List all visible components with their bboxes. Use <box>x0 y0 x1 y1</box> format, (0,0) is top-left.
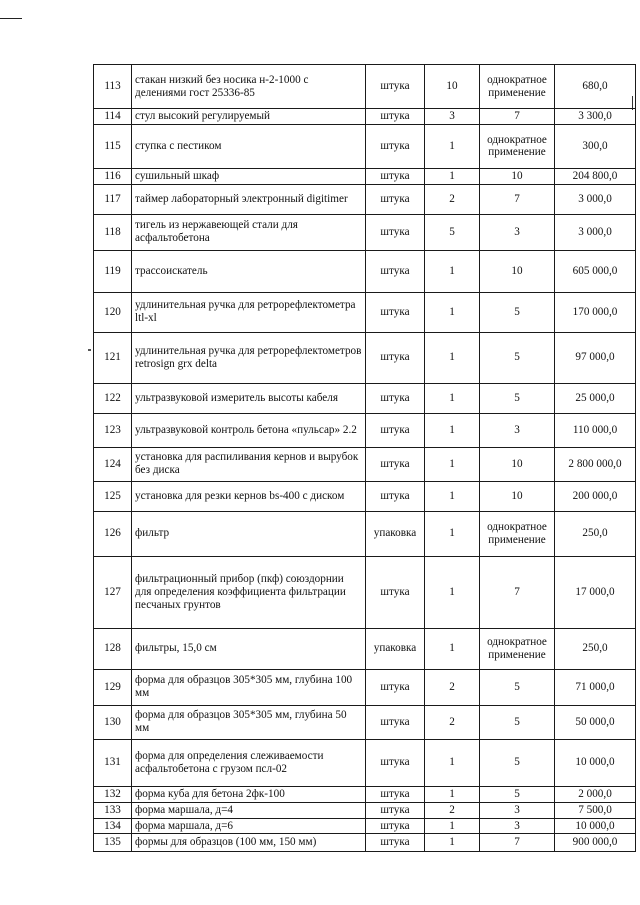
table-row <box>94 124 636 168</box>
cell-qty: 1 <box>425 786 480 802</box>
table-row <box>94 65 636 109</box>
cell-name: трассоискатель <box>132 250 366 292</box>
cell-n: 129 <box>94 669 132 705</box>
table-row <box>94 556 636 628</box>
cell-qty: 1 <box>425 739 480 786</box>
cell-name: форма маршала, д=6 <box>132 818 366 834</box>
cell-term: 3 <box>480 818 555 834</box>
cell-unit: штука <box>366 818 425 834</box>
cell-qty: 5 <box>425 214 480 250</box>
cell-n: 118 <box>94 214 132 250</box>
cell-n: 134 <box>94 818 132 834</box>
cell-name: таймер лабораторный электронный digitimer <box>132 184 366 214</box>
cell-price: 250,0 <box>555 511 636 556</box>
cell-price: 900 000,0 <box>555 834 636 852</box>
cell-n: 125 <box>94 481 132 511</box>
cell-n: 121 <box>94 332 132 383</box>
cell-unit: штука <box>366 447 425 481</box>
cell-price: 10 000,0 <box>555 818 636 834</box>
table-body <box>94 65 636 852</box>
cell-name: удлинительная ручка для ретрорефлектометра ltl-xl <box>132 292 366 332</box>
cell-term: 7 <box>480 184 555 214</box>
table-row <box>94 669 636 705</box>
cell-qty: 1 <box>425 383 480 413</box>
cell-n: 127 <box>94 556 132 628</box>
page-top-mark <box>0 18 22 19</box>
cell-price: 10 000,0 <box>555 739 636 786</box>
cell-price: 200 000,0 <box>555 481 636 511</box>
cell-n: 115 <box>94 124 132 168</box>
cell-unit: штука <box>366 786 425 802</box>
cell-n: 117 <box>94 184 132 214</box>
cell-term: однократное применение <box>480 511 555 556</box>
cell-n: 124 <box>94 447 132 481</box>
cell-unit: штука <box>366 556 425 628</box>
cell-n: 113 <box>94 65 132 109</box>
table-row <box>94 214 636 250</box>
cell-n: 130 <box>94 705 132 739</box>
table-row <box>94 413 636 447</box>
cell-unit: штука <box>366 413 425 447</box>
table-row <box>94 292 636 332</box>
cell-term: 5 <box>480 669 555 705</box>
cell-price: 204 800,0 <box>555 168 636 184</box>
table-row <box>94 447 636 481</box>
table-row <box>94 332 636 383</box>
cell-price: 97 000,0 <box>555 332 636 383</box>
cell-term: 5 <box>480 383 555 413</box>
cell-unit: штука <box>366 739 425 786</box>
cell-unit: упаковка <box>366 628 425 669</box>
cell-price: 25 000,0 <box>555 383 636 413</box>
cell-qty: 1 <box>425 818 480 834</box>
cell-name: форма для образцов 305*305 мм, глубина 100 мм <box>132 669 366 705</box>
cell-n: 126 <box>94 511 132 556</box>
cell-unit: штука <box>366 669 425 705</box>
cell-name: установка для распиливания кернов и вырубок без диска <box>132 447 366 481</box>
cell-price: 680,0 <box>555 65 636 109</box>
page-margin-mark <box>88 349 91 351</box>
cell-term: 7 <box>480 109 555 125</box>
cell-term: 3 <box>480 802 555 818</box>
cell-qty: 1 <box>425 292 480 332</box>
cell-n: 133 <box>94 802 132 818</box>
cell-unit: штука <box>366 834 425 852</box>
cell-term: 7 <box>480 556 555 628</box>
cell-n: 122 <box>94 383 132 413</box>
cell-term: 5 <box>480 786 555 802</box>
cell-term: 3 <box>480 214 555 250</box>
equipment-table <box>93 64 636 852</box>
cell-qty: 2 <box>425 669 480 705</box>
table-row <box>94 628 636 669</box>
cell-term: однократное применение <box>480 628 555 669</box>
cell-name: фильтрационный прибор (пкф) союздорнии для определения коэффициента фильтрации песчаных грунтов <box>132 556 366 628</box>
cell-unit: штука <box>366 705 425 739</box>
cell-name: тигель из нержавеющей стали для асфальтобетона <box>132 214 366 250</box>
cell-qty: 1 <box>425 834 480 852</box>
cell-qty: 1 <box>425 250 480 292</box>
cell-term: 10 <box>480 168 555 184</box>
cell-unit: штука <box>366 124 425 168</box>
cell-price: 170 000,0 <box>555 292 636 332</box>
cell-unit: штука <box>366 250 425 292</box>
cell-n: 116 <box>94 168 132 184</box>
cell-unit: штука <box>366 802 425 818</box>
table-row <box>94 481 636 511</box>
cell-name: форма куба для бетона 2фк-100 <box>132 786 366 802</box>
cell-price: 3 300,0 <box>555 109 636 125</box>
cell-qty: 1 <box>425 168 480 184</box>
cell-name: форма для определения слеживаемости асфальтобетона с грузом псл-02 <box>132 739 366 786</box>
cell-price: 110 000,0 <box>555 413 636 447</box>
cell-n: 119 <box>94 250 132 292</box>
cell-name: удлинительная ручка для ретрорефлектометров retrosign grx delta <box>132 332 366 383</box>
cell-term: 10 <box>480 447 555 481</box>
table-row <box>94 705 636 739</box>
cell-unit: штука <box>366 383 425 413</box>
cell-term: 7 <box>480 834 555 852</box>
table-row <box>94 383 636 413</box>
cell-term: 10 <box>480 250 555 292</box>
cell-term: 5 <box>480 739 555 786</box>
cell-name: фильтр <box>132 511 366 556</box>
table-row <box>94 818 636 834</box>
cell-qty: 1 <box>425 556 480 628</box>
cell-unit: штука <box>366 332 425 383</box>
cell-qty: 2 <box>425 705 480 739</box>
cell-qty: 1 <box>425 628 480 669</box>
cell-qty: 2 <box>425 802 480 818</box>
cell-name: ультразвуковой контроль бетона «пульсар» 2.2 <box>132 413 366 447</box>
cell-name: формы для образцов (100 мм, 150 мм) <box>132 834 366 852</box>
cell-term: 5 <box>480 332 555 383</box>
cell-unit: штука <box>366 168 425 184</box>
cell-term: 5 <box>480 705 555 739</box>
cell-n: 128 <box>94 628 132 669</box>
cell-qty: 2 <box>425 184 480 214</box>
cell-qty: 1 <box>425 511 480 556</box>
cell-qty: 1 <box>425 447 480 481</box>
cell-n: 120 <box>94 292 132 332</box>
cell-name: форма маршала, д=4 <box>132 802 366 818</box>
cell-price: 300,0 <box>555 124 636 168</box>
cell-qty: 1 <box>425 413 480 447</box>
table-row <box>94 168 636 184</box>
cell-price: 250,0 <box>555 628 636 669</box>
cell-n: 132 <box>94 786 132 802</box>
cell-name: ультразвуковой измеритель высоты кабеля <box>132 383 366 413</box>
cell-unit: штука <box>366 109 425 125</box>
cell-term: однократное применение <box>480 65 555 109</box>
table-row <box>94 250 636 292</box>
cell-qty: 1 <box>425 332 480 383</box>
cell-n: 114 <box>94 109 132 125</box>
cell-price: 50 000,0 <box>555 705 636 739</box>
cell-qty: 1 <box>425 124 480 168</box>
cell-price: 605 000,0 <box>555 250 636 292</box>
cell-n: 135 <box>94 834 132 852</box>
table-row <box>94 739 636 786</box>
cell-name: стакан низкий без носика н-2-1000 с делениями гост 25336-85 <box>132 65 366 109</box>
table-row <box>94 786 636 802</box>
cell-unit: штука <box>366 214 425 250</box>
cell-unit: штука <box>366 481 425 511</box>
table-row <box>94 834 636 852</box>
cell-unit: штука <box>366 184 425 214</box>
cell-price: 17 000,0 <box>555 556 636 628</box>
cell-qty: 3 <box>425 109 480 125</box>
cell-price: 3 000,0 <box>555 214 636 250</box>
table-row <box>94 109 636 125</box>
cell-price: 2 000,0 <box>555 786 636 802</box>
cell-unit: штука <box>366 65 425 109</box>
table-row <box>94 802 636 818</box>
cell-name: сушильный шкаф <box>132 168 366 184</box>
cell-name: ступка с пестиком <box>132 124 366 168</box>
table-row <box>94 511 636 556</box>
cell-n: 123 <box>94 413 132 447</box>
cell-term: однократное применение <box>480 124 555 168</box>
cell-n: 131 <box>94 739 132 786</box>
cell-price: 7 500,0 <box>555 802 636 818</box>
cell-name: фильтры, 15,0 см <box>132 628 366 669</box>
cell-term: 5 <box>480 292 555 332</box>
cell-price: 71 000,0 <box>555 669 636 705</box>
cell-price: 3 000,0 <box>555 184 636 214</box>
table-row <box>94 184 636 214</box>
cell-term: 10 <box>480 481 555 511</box>
cell-term: 3 <box>480 413 555 447</box>
cell-name: форма для образцов 305*305 мм, глубина 50 мм <box>132 705 366 739</box>
cell-name: стул высокий регулируемый <box>132 109 366 125</box>
cell-name: установка для резки кернов bs-400 с диском <box>132 481 366 511</box>
cell-unit: упаковка <box>366 511 425 556</box>
cell-qty: 1 <box>425 481 480 511</box>
cell-price: 2 800 000,0 <box>555 447 636 481</box>
cell-unit: штука <box>366 292 425 332</box>
cell-qty: 10 <box>425 65 480 109</box>
